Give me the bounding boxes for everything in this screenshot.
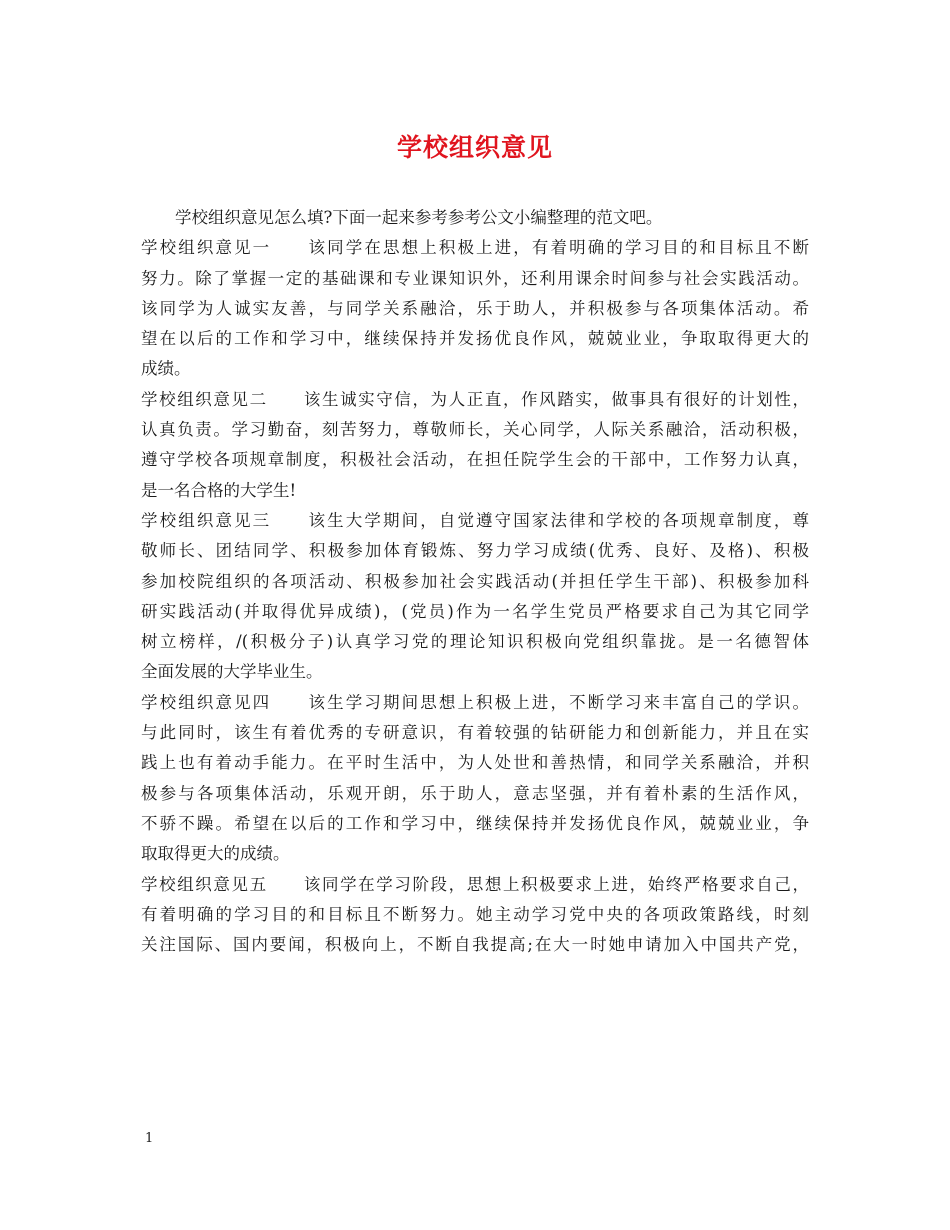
text-line: 认真负责。学习勤奋，刻苦努力，尊敬师长，关心同学，人际关系融洽，活动积极，: [141, 420, 809, 440]
text-line: 遵守学校各项规章制度，积极社会活动，在担任院学生会的干部中，工作努力认真，: [141, 450, 809, 470]
page-number: 1: [145, 1131, 154, 1146]
text-line: 学校组织意见二 该生诚实守信，为人正直，作风踏实，做事具有很好的计划性，: [141, 389, 809, 409]
text-line: 践上也有着动手能力。在平时生活中，为人处世和善热情，和同学关系融洽，并积: [141, 753, 809, 773]
text-line: 学校组织意见三 该生大学期间，自觉遵守国家法律和学校的各项规章制度，尊: [141, 510, 809, 530]
text-line: 取取得更大的成绩。: [141, 844, 290, 864]
text-line: 努力。除了掌握一定的基础课和专业课知识外，还利用课余时间参与社会实践活动。: [141, 268, 809, 288]
text-line: 是一名合格的大学生!: [141, 480, 297, 500]
text-line: 学校组织意见四 该生学习期间思想上积极上进，不断学习来丰富自己的学识。: [141, 692, 809, 712]
text-line: 学校组织意见五 该同学在学习阶段，思想上积极要求上进，始终严格要求自己，: [141, 874, 809, 894]
text-line: 学校组织意见一 该同学在思想上积极上进，有着明确的学习目的和目标且不断: [141, 238, 809, 258]
text-line: 参加校院组织的各项活动、积极参加社会实践活动(并担任学生干部)、积极参加科: [141, 571, 809, 591]
text-line: 敬师长、团结同学、积极参加体育锻炼、努力学习成绩(优秀、良好、及格)、积极: [141, 541, 809, 561]
document-title: 学校组织意见: [396, 133, 553, 162]
text-line: 有着明确的学习目的和目标且不断努力。她主动学习党中央的各项政策路线，时刻: [141, 904, 809, 924]
text-line: 与此同时，该生有着优秀的专研意识，有着较强的钻研能力和创新能力，并且在实: [141, 723, 809, 743]
text-line: 望在以后的工作和学习中，继续保持并发扬优良作风，兢兢业业，争取取得更大的: [141, 329, 809, 349]
text-line: 该同学为人诚实友善，与同学关系融洽，乐于助人，并积极参与各项集体活动。希: [141, 298, 809, 318]
document-body: [141, 203, 809, 960]
text-line: 成绩。: [141, 359, 191, 379]
text-line: 全面发展的大学毕业生。: [141, 662, 323, 682]
text-line: 关注国际、国内要闻，积极向上，不断自我提高;在大一时她申请加入中国共产党，: [141, 935, 809, 955]
text-line: 不骄不躁。希望在以后的工作和学习中，继续保持并发扬优良作风，兢兢业业，争: [141, 813, 809, 833]
text-line: 研实践活动(并取得优异成绩)，(党员)作为一名学生党员严格要求自己为其它同学: [141, 601, 809, 621]
text-line: 学校组织意见怎么填?下面一起来参考参考公文小编整理的范文吧。: [175, 208, 663, 227]
text-line: 极参与各项集体活动，乐观开朗，乐于助人，意志坚强，并有着朴素的生活作风，: [141, 783, 809, 803]
text-line: 树立榜样，/(积极分子)认真学习党的理论知识积极向党组织靠拢。是一名德智体: [141, 632, 809, 652]
